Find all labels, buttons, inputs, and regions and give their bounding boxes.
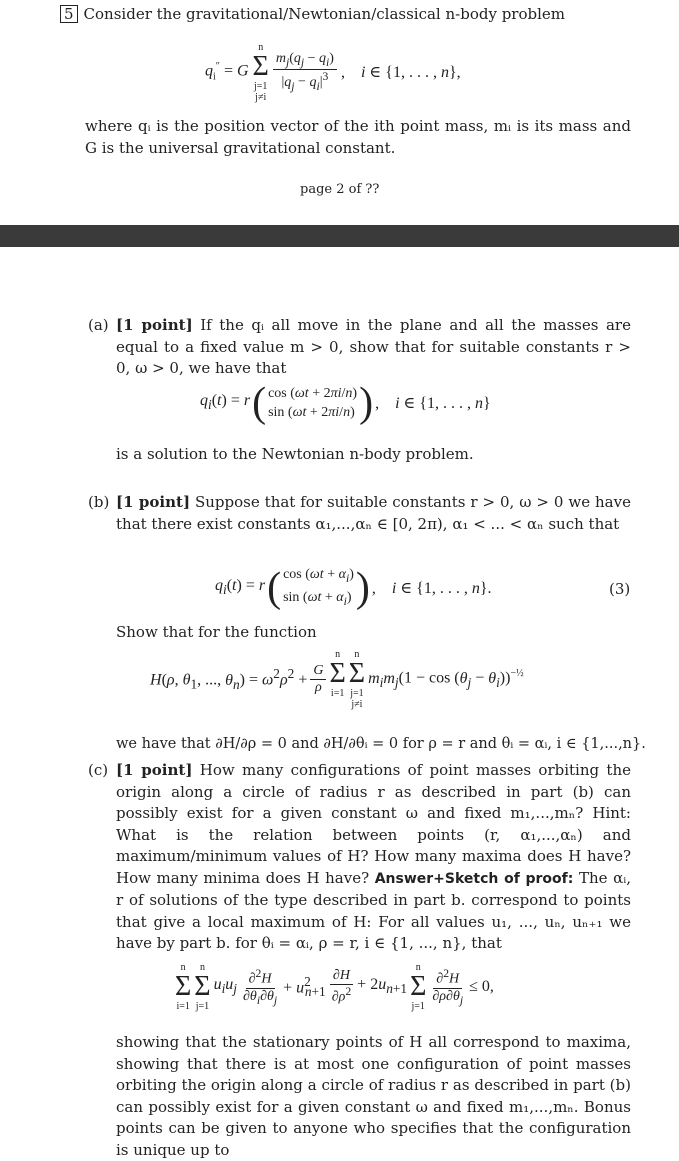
part-c-body: How many configurations of point masses orbiting the origin along a circle of radius r as described in part (b) can possibly exist for a given constant ω and fixed m₁,...,mₙ? Hint: What is the relation between points (r, α₁,...,αₙ) and maximum/minimum values of H? How many maxima does H have? How many minima does H have? (116, 761, 631, 887)
part-a-text (116, 315, 631, 380)
page-divider (0, 225, 679, 247)
part-a-equation: $q_i(t) = r$ ( cos (ωt + 2πi/n) sin (ωt + 2πi/n) ) , i ∈ {1, . . . , n} (200, 380, 491, 426)
part-a-tail: is a solution to the Newtonian n-body problem. (116, 445, 474, 463)
problem-intro: Consider the gravitational/Newtonian/classical n-body problem (83, 5, 565, 23)
part-b-show: Show that for the function (116, 623, 317, 641)
part-a-label: (a) (88, 316, 109, 334)
hamiltonian-equation: H(ρ, $\theta_1$, ..., $\theta_n) = \omega^2\rho^2$ + $\frac{G}{\rho}$ n Σ i=1 n Σ j=1 j≠i $m_im_j(1 - \cos (\theta_j - \theta_i))^{-\frac{1}{2}}$ (150, 649, 524, 710)
part-b-equation: $q_i(t) = r$ ( $\cos (\omega t + \alpha_i)$ $\sin (\omega t + \alpha_i)$ ) , i ∈ {1, . . . , n}. (215, 564, 492, 611)
page-number-label: page 2 of ?? (300, 182, 380, 197)
equation-number: (3) (609, 580, 631, 598)
part-b-points: [1 point] (116, 493, 191, 511)
answer-text: The αᵢ, r of solutions of the type described in part b. correspond to points that give a local maximum of H: For all values u₁, ..., uₙ, uₙ₊₁ we have by part b. for θᵢ = αᵢ, ρ = r, i ∈ {1, ..., n}, that (116, 868, 631, 952)
page-top-section (0, 0, 679, 225)
part-a-body: If the qᵢ all move in the plane and all the masses are equal to a fixed value m > 0, show that for suitable constants r > 0, ω > 0, we have that (116, 316, 631, 377)
problem-number: 5 (60, 5, 78, 23)
conclusion-paragraph: showing that the stationary points of H all correspond to maxima, showing that there is at most one configuration of point masses orbiting the origin along a circle of radius r as described in part (b) can possibly exist for a given constant ω and fixed m₁,...,mₙ. Bonus points can be given to anyone who specifies that the configuration is unique up to (116, 1033, 631, 1159)
part-b-label: (b) (88, 493, 110, 511)
hessian-inequality-text (0, 247, 1, 248)
part-c-label: (c) (88, 761, 109, 779)
answer-label: Answer+Sketch of proof: (374, 870, 574, 887)
part-c-text (116, 760, 631, 955)
hessian-inequality: n Σ i=1 n Σ j=1 $u_iu_j$ $\frac{\partial^2H}{\partial\theta_i\partial\theta_j}$ + $u^2_{n+1}$ $\frac{\partial H}{\partial\rho^2}$ + $2u_{n+1}$ n Σ j=1 $\frac{\partial^2H}{\partial\rho\partial\theta_j}$ ≤ 0, (175, 962, 494, 1012)
part-b-text (116, 492, 631, 535)
where-paragraph: where qᵢ is the position vector of the ith point mass, mᵢ is its mass and G is the universal gravitational constant. (85, 117, 631, 157)
newton-equation: $q_i'' = G$ n Σ j=1 j≠i $\frac{m_j(q_j - q_i)}{|q_j - q_i|^3}$ , i ∈ {1, . . . , n}, (205, 41, 461, 103)
part-b-tail: we have that ∂H/∂ρ = 0 and ∂H/∂θᵢ = 0 for ρ = r and θᵢ = αᵢ, i ∈ {1,...,n}. (116, 736, 646, 752)
newton-equation-text (0, 0, 1, 1)
part-a-points: [1 point] (116, 316, 193, 334)
part-b-body: Suppose that for suitable constants r > 0, ω > 0 we have that there exist constants α₁,...,αₙ ∈ [0, 2π), α₁ < ... < αₙ such that (116, 493, 631, 533)
page-bottom-section (0, 247, 679, 1159)
problem-header (60, 4, 565, 25)
part-c-points: [1 point] (116, 761, 193, 779)
